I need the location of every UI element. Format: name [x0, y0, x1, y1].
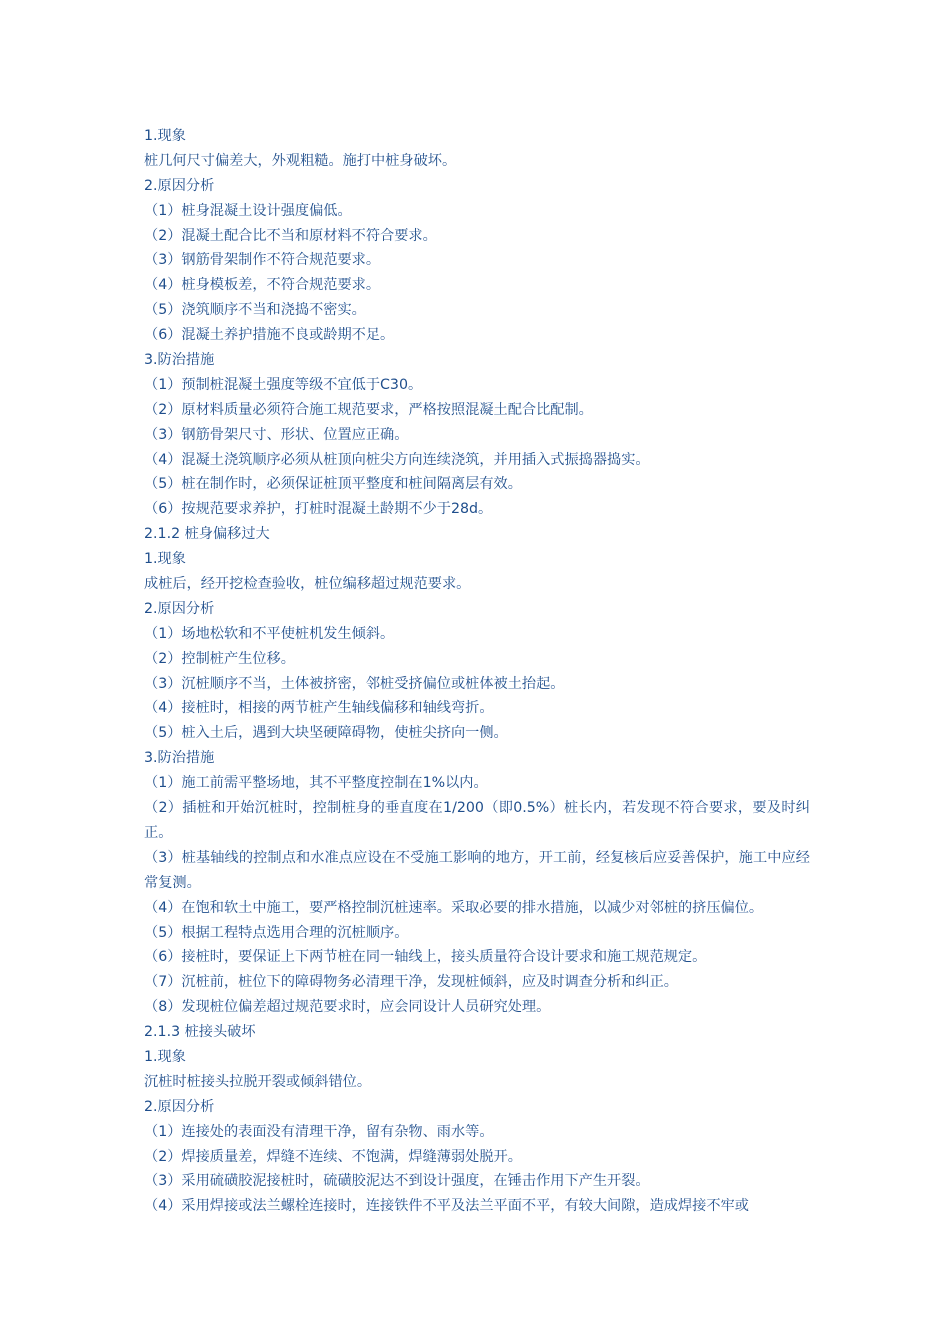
list-item: （4）在饱和软土中施工，要严格控制沉桩速率。采取必要的排水措施，以减少对邻桩的挤压偏位。: [144, 899, 764, 916]
list-item: （1）连接处的表面没有清理干净，留有杂物、雨水等。: [144, 1123, 494, 1140]
list-item: （5）根据工程特点选用合理的沉桩顺序。: [144, 924, 409, 941]
list-item: （2）焊接质量差，焊缝不连续、不饱满，焊缝薄弱处脱开。: [144, 1148, 522, 1165]
document-page: [144, 124, 810, 1219]
list-item: （4）混凝土浇筑顺序必须从桩顶向桩尖方向连续浇筑，并用插入式振捣器捣实。: [144, 451, 650, 468]
list-item: （2）控制桩产生位移。: [144, 650, 295, 667]
list-item: （1）桩身混凝土设计强度偏低。: [144, 202, 352, 219]
list-item: （6）接桩时，要保证上下两节桩在同一轴线上，接头质量符合设计要求和施工规范规定。: [144, 949, 707, 966]
paragraph: 沉桩时桩接头拉脱开裂或倾斜错位。: [144, 1073, 372, 1090]
section-heading: 2.1.3 桩接头破坏: [144, 1024, 256, 1041]
list-item: （6）混凝土养护措施不良或龄期不足。: [144, 327, 395, 344]
list-item: （1）场地松软和不平使桩机发生倾斜。: [144, 625, 395, 642]
paragraph: 成桩后，经开挖检查验收，桩位编移超过规范要求。: [144, 576, 471, 593]
list-item: （3）采用硫磺胶泥接桩时，硫磺胶泥达不到设计强度，在锤击作用下产生开裂。: [144, 1173, 650, 1190]
heading-phenomenon: 1.现象: [144, 1049, 186, 1066]
list-item: （6）按规范要求养护，打桩时混凝土龄期不少于28d。: [144, 501, 493, 518]
list-item: （5）桩在制作时，必须保证桩顶平整度和桩间隔离层有效。: [144, 476, 522, 493]
heading-phenomenon: 1.现象: [144, 551, 186, 568]
heading-prevention: 3.防治措施: [144, 352, 215, 369]
paragraph: 桩几何尺寸偏差大，外观粗糙。施打中桩身破坏。: [144, 152, 457, 169]
list-item: （3）桩基轴线的控制点和水准点应设在不受施工影响的地方，开工前，经复核后应妥善保护，施工中应经常复测。: [144, 849, 810, 891]
heading-cause-analysis: 2.原因分析: [144, 600, 215, 617]
heading-prevention: 3.防治措施: [144, 750, 215, 767]
list-item: （1）施工前需平整场地，其不平整度控制在1%以内。: [144, 775, 488, 792]
heading-phenomenon: 1.现象: [144, 128, 186, 144]
list-item: （2）原材料质量必须符合施工规范要求，严格按照混凝土配合比配制。: [144, 401, 593, 418]
list-item: （1）预制桩混凝土强度等级不宜低于C30。: [144, 376, 423, 393]
list-item: （4）接桩时，相接的两节桩产生轴线偏移和轴线弯折。: [144, 700, 494, 717]
heading-cause-analysis: 2.原因分析: [144, 177, 215, 194]
list-item: （3）钢筋骨架尺寸、形状、位置应正确。: [144, 426, 409, 443]
list-item: （2）混凝土配合比不当和原材料不符合要求。: [144, 227, 437, 244]
list-item: （3）沉桩顺序不当，土体被挤密，邻桩受挤偏位或桩体被土抬起。: [144, 675, 565, 692]
list-item: （8）发现桩位偏差超过规范要求时，应会同设计人员研究处理。: [144, 999, 551, 1016]
heading-cause-analysis: 2.原因分析: [144, 1098, 215, 1115]
list-item: （5）桩入土后，遇到大块坚硬障碍物，使桩尖挤向一侧。: [144, 725, 508, 742]
list-item: （4）桩身模板差，不符合规范要求。: [144, 277, 381, 294]
list-item: （7）沉桩前，桩位下的障碍物务必清理干净，发现桩倾斜，应及时调查分析和纠正。: [144, 974, 678, 991]
list-item: （2）插桩和开始沉桩时，控制桩身的垂直度在1/200（即0.5%）桩长内，若发现不符合要求，要及时纠正。: [144, 800, 810, 841]
section-heading: 2.1.2 桩身偏移过大: [144, 526, 270, 543]
list-item: （3）钢筋骨架制作不符合规范要求。: [144, 252, 381, 269]
list-item: （4）采用焊接或法兰螺栓连接时，连接铁件不平及法兰平面不平，有较大间隙，造成焊接不牢或: [144, 1198, 749, 1215]
list-item: （5）浇筑顺序不当和浇捣不密实。: [144, 302, 366, 319]
